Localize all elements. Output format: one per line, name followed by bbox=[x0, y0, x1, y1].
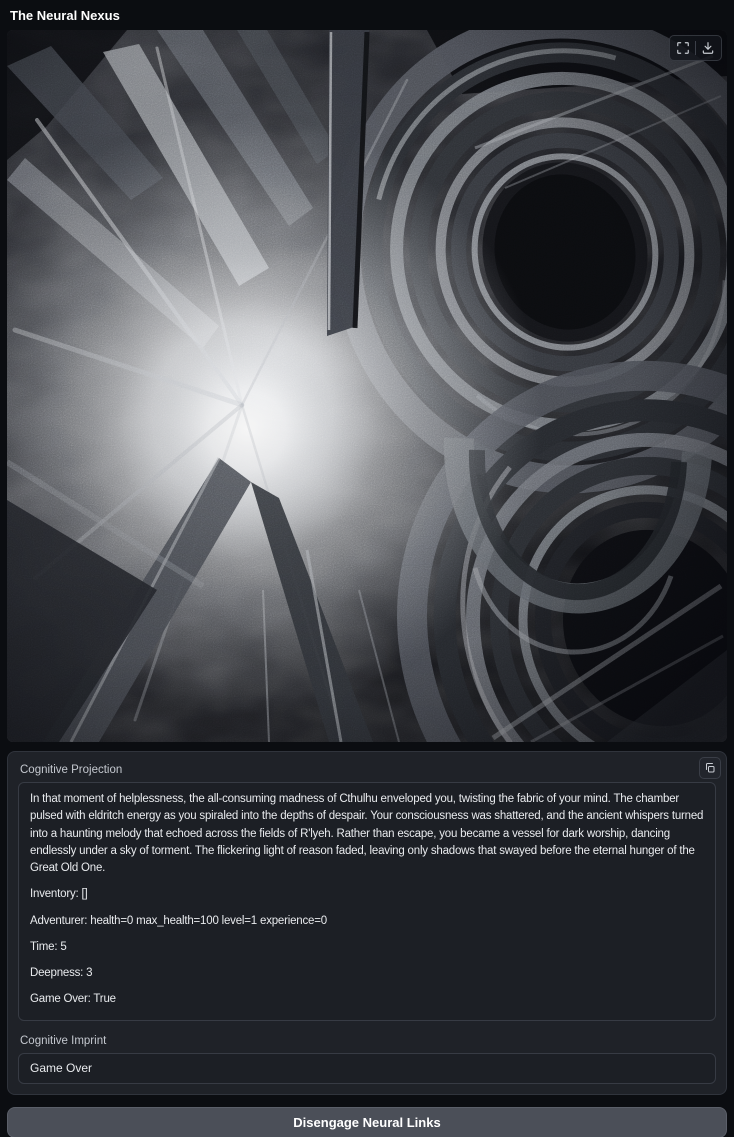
scene-image bbox=[7, 30, 727, 742]
imprint-input[interactable] bbox=[18, 1053, 716, 1084]
download-icon bbox=[701, 41, 715, 55]
page-title: The Neural Nexus bbox=[10, 8, 120, 23]
projection-paragraph: Inventory: [] bbox=[30, 888, 88, 901]
projection-paragraph: Adventurer: health=0 max_health=100 level=1 experience=0 bbox=[30, 914, 327, 927]
projection-paragraph: In that moment of helplessness, the all-consuming madness of Cthulhu enveloped you, twisting the fabric of your mind. The chamber pulsed with eldritch energy as you spiraled into the depths of despair. Your consciousness was shattered, and the ancient whispers turned into a haunting melody that echoed across the fields of R'lyeh. Rather than escape, you became a vessel for dark worship, dancing endlessly under a sky of torment. The flickering light of reason faded, leaving only shadows that swayed before the eternal hunger of the Great Old One. bbox=[30, 793, 704, 874]
copy-icon bbox=[704, 762, 716, 774]
fullscreen-icon bbox=[676, 41, 690, 55]
scene-artwork bbox=[7, 30, 727, 742]
disengage-button[interactable]: Disengage Neural Links bbox=[7, 1107, 727, 1137]
imprint-label: Cognitive Imprint bbox=[20, 1034, 107, 1047]
projection-label: Cognitive Projection bbox=[20, 764, 123, 776]
download-button[interactable] bbox=[696, 37, 720, 59]
io-panel bbox=[7, 751, 727, 1095]
projection-textbox bbox=[18, 782, 716, 1021]
projection-paragraph: Deepness: 3 bbox=[30, 967, 93, 979]
projection-paragraph: Time: 5 bbox=[30, 940, 67, 953]
projection-paragraph: Game Over: True bbox=[30, 993, 116, 1006]
copy-button[interactable] bbox=[699, 757, 721, 779]
fullscreen-button[interactable] bbox=[671, 37, 695, 59]
image-toolbar bbox=[669, 35, 722, 61]
